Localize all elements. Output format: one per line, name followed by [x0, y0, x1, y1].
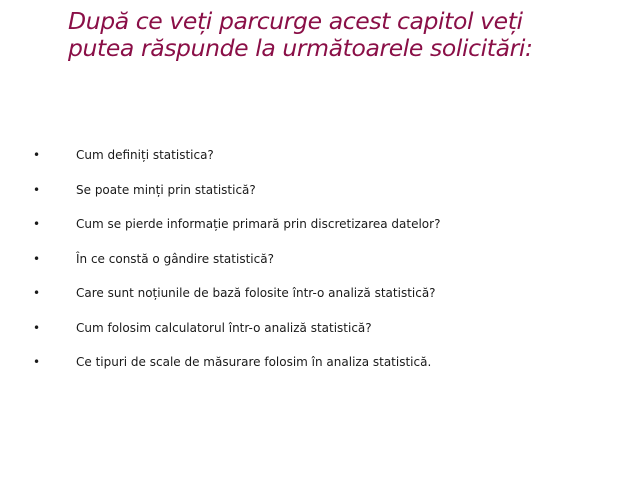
bullet-icon: •	[33, 251, 41, 266]
question-list	[0, 147, 620, 389]
list-item	[0, 182, 620, 217]
bullet-icon: •	[33, 355, 41, 369]
list-item	[0, 147, 620, 182]
list-item-text: Ce tipuri de scale de măsurare folosim în analiza statistică.	[76, 355, 432, 369]
list-item	[0, 320, 620, 355]
bullet-icon: •	[33, 286, 41, 300]
list-item	[0, 354, 620, 389]
bullet-icon: •	[33, 148, 41, 162]
slide-title	[68, 8, 628, 62]
slide-title-line-1: După ce veți parcurge acest capitol veți	[68, 7, 523, 35]
list-item	[0, 285, 620, 320]
list-item-text: În ce constă o gândire statistică?	[76, 251, 274, 266]
bullet-icon: •	[33, 217, 41, 231]
list-item-text: Se poate minți prin statistică?	[76, 182, 256, 197]
slide-title-line-2: putea răspunde la următoarele solicitări:	[68, 34, 533, 62]
list-item-text: Cum folosim calculatorul într-o analiză statistică?	[76, 320, 372, 335]
bullet-icon: •	[33, 182, 41, 197]
list-item-text: Care sunt noțiunile de bază folosite într-o analiză statistică?	[76, 286, 436, 300]
bullet-icon: •	[33, 320, 41, 335]
list-item	[0, 251, 620, 286]
list-item-text: Cum se pierde informație primară prin discretizarea datelor?	[76, 217, 441, 231]
list-item	[0, 216, 620, 251]
list-item-text: Cum definiți statistica?	[76, 148, 214, 162]
